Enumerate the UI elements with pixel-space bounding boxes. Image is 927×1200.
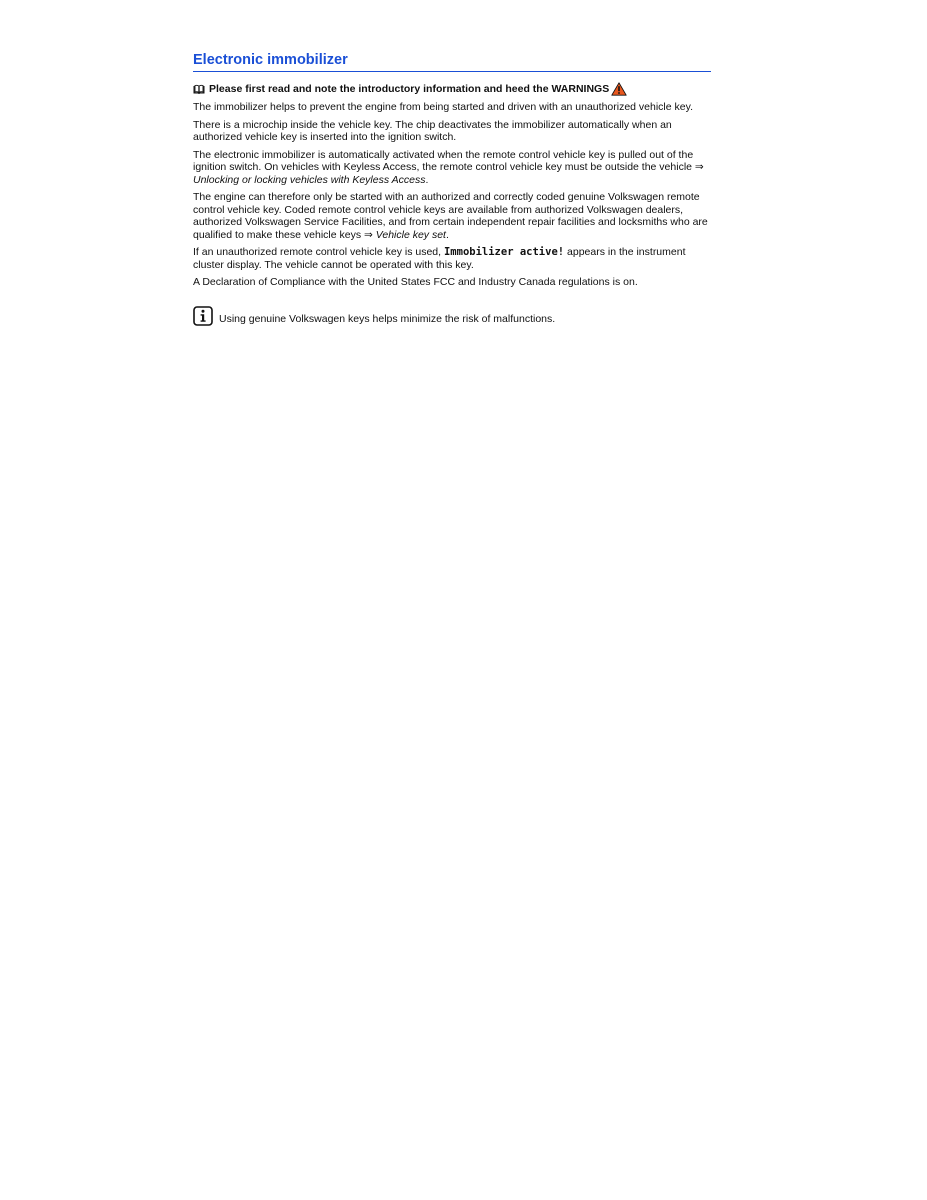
section-title: Electronic immobilizer (193, 52, 711, 72)
display-message: Immobilizer active! (443, 246, 565, 258)
paragraph-unauthorized-key-post: appears in the instrument cluster display. The vehicle cannot be operated with this key. (193, 246, 686, 271)
paragraph-authorized-keys-end: . (445, 228, 449, 241)
paragraph-activation-text: The electronic immobilizer is automatically activated when the remote control vehicle key is pulled out of the ignition switch. On vehicles with Keyless Access, the remote control vehicle key must be outside the vehicle ⇒ (193, 148, 704, 173)
paragraph-authorized-keys (193, 191, 711, 241)
link-keyless-access[interactable]: Unlocking or locking vehicles with Keyless Access (193, 173, 426, 186)
paragraph-unauthorized-key-pre: If an unauthorized remote control vehicle key is used, (193, 246, 444, 258)
paragraph-activation-end: . (425, 173, 429, 186)
paragraph-unauthorized-key (193, 246, 711, 271)
document-content (193, 52, 711, 326)
paragraph-authorized-keys-text: The engine can therefore only be started with an authorized and correctly coded genuine Volkswagen remote control vehicle key. Coded remote control vehicle keys are available from authorized Volkswagen dealers, authorized Volkswagen Service Facilities, and from certain independent repair facilities and locksmiths who are qualified to make these vehicle keys ⇒ (193, 191, 708, 241)
warning-triangle-icon (611, 82, 627, 96)
book-icon (193, 84, 205, 94)
paragraph-immobilizer-purpose: The immobilizer helps to prevent the engine from being started and driven with an unauthorized vehicle key. (193, 101, 694, 113)
paragraph-fcc-compliance: A Declaration of Compliance with the United States FCC and Industry Canada regulations is on. (193, 276, 638, 288)
note-box (193, 306, 711, 326)
paragraph-microchip: There is a microchip inside the vehicle key. The chip deactivates the immobilizer automatically when an authorized vehicle key is inserted into the ignition switch. (193, 118, 672, 143)
info-icon (193, 306, 213, 326)
paragraph-activation (193, 149, 711, 187)
intro-text: Please first read and note the introductory information and heed the WARNINGS (209, 83, 610, 95)
note-text: Using genuine Volkswagen keys helps minimize the risk of malfunctions. (219, 313, 556, 325)
intro-line (193, 82, 711, 96)
link-vehicle-key-set[interactable]: Vehicle key set (375, 228, 446, 241)
